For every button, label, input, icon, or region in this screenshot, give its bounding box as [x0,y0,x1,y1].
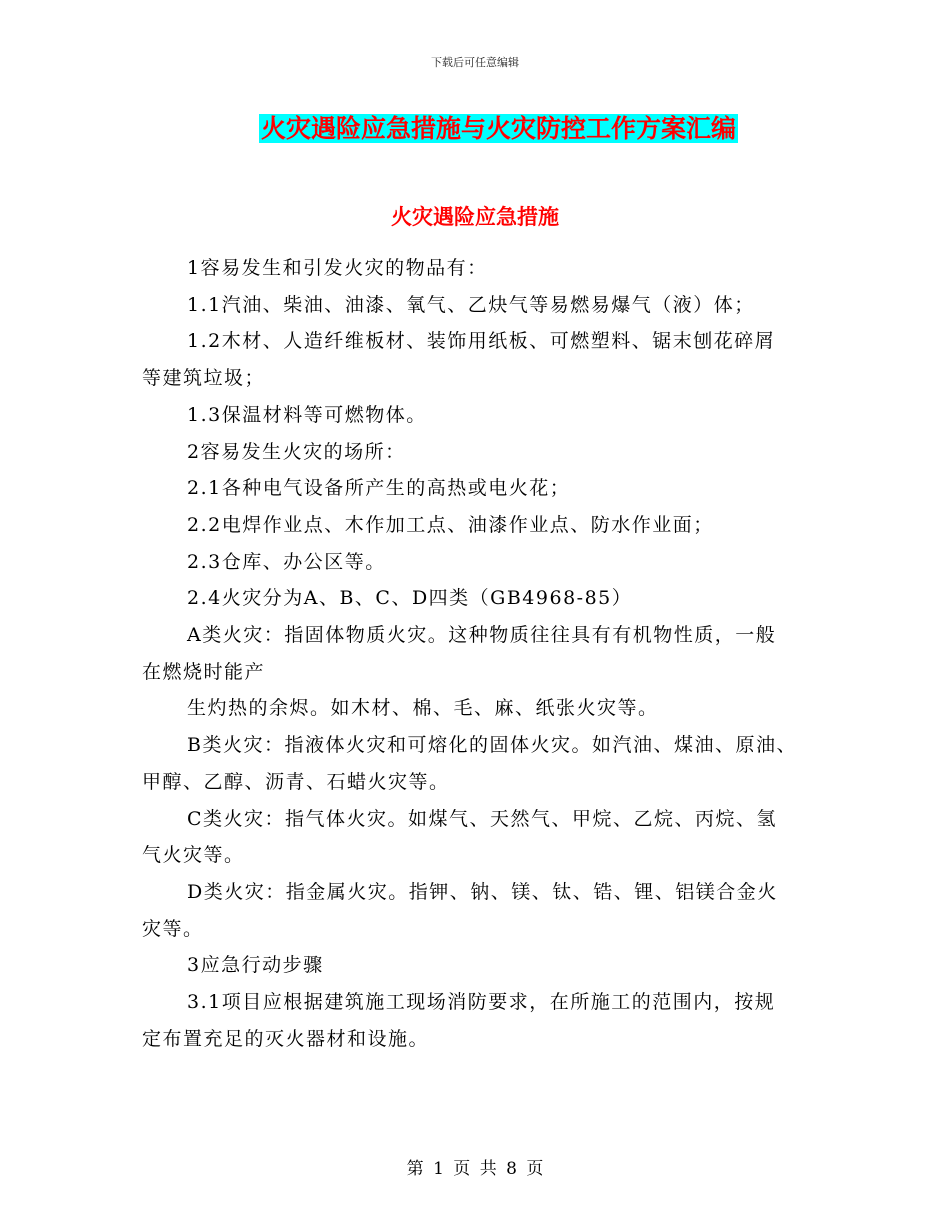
body-text [142,250,832,1057]
paragraph-line: 2.2电焊作业点、木作加工点、油漆作业点、防水作业面； [187,513,714,536]
document-title-text: 火灾遇险应急措施与火灾防控工作方案汇编 [260,114,736,143]
paragraph-line: D类火灾：指金属火灾。指钾、钠、镁、钛、锆、锂、铝镁合金火 [187,880,778,903]
paragraph-line: 定布置充足的灭火器材和设施。 [142,1027,430,1050]
paragraph-line: B类火灾：指液体火灾和可熔化的固体火灾。如汽油、煤油、原油、 [187,734,797,757]
paragraph-line: 在燃烧时能产 [142,660,266,683]
paragraph-line: 1.2木材、人造纤维板材、装饰用纸板、可燃塑料、锯末刨花碎屑 [187,330,776,353]
paragraph-line: 生灼热的余烬。如木材、棉、毛、麻、纸张火灾等。 [187,697,659,720]
paragraph-line: 气火灾等。 [142,844,245,867]
header-note: 下载后可任意编辑 [431,56,519,69]
paragraph-line: 2容易发生火灾的场所： [187,440,406,463]
paragraph-line: 甲醇、乙醇、沥青、石蜡火灾等。 [142,770,450,793]
paragraph-line: 3.1项目应根据建筑施工现场消防要求，在所施工的范围内，按规 [187,991,776,1014]
section-title: 火灾遇险应急措施 [391,204,559,229]
paragraph-line: 灾等。 [142,917,204,940]
page-footer: 第 1 页 共 8 页 [406,1159,544,1179]
paragraph-line: 3应急行动步骤 [187,954,324,977]
paragraph-line: 等建筑垃圾； [142,367,266,390]
paragraph-line: 1.3保温材料等可燃物体。 [187,403,427,426]
document-title [0,112,950,146]
paragraph-line: A类火灾：指固体物质火灾。这种物质往往具有有机物性质，一般 [187,624,777,647]
paragraph-line: 1容易发生和引发火灾的物品有： [187,257,488,279]
paragraph-line: 2.4火灾分为A、B、C、D四类（GB4968-85） [187,587,633,610]
paragraph-line: 2.1各种电气设备所产生的高热或电火花； [187,477,571,500]
paragraph-line: 2.3仓库、办公区等。 [187,550,386,573]
paragraph-line: 1.1汽油、柴油、油漆、氧气、乙炔气等易燃易爆气（液）体； [187,293,755,316]
paragraph-line: C类火灾：指气体火灾。如煤气、天然气、甲烷、乙烷、丙烷、氢 [187,807,778,830]
